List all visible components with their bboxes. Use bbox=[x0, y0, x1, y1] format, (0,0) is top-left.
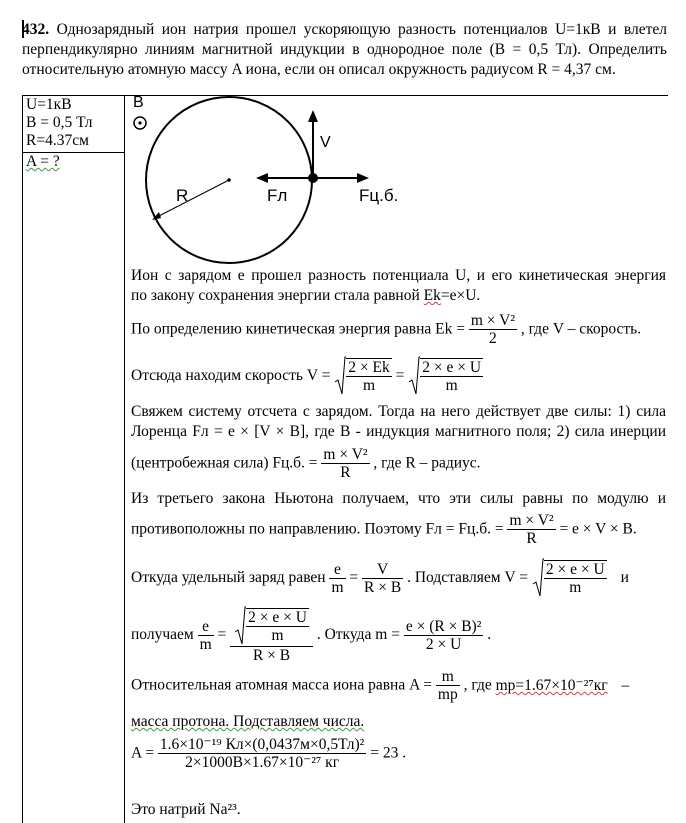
given-radius: R=4.37см bbox=[26, 132, 89, 149]
sqrt-substitute: $\frac{2 \times e \times U}{m}$ bbox=[532, 558, 607, 598]
given-list bbox=[26, 96, 93, 150]
lorentz-label: Fл bbox=[267, 186, 288, 205]
radius-line bbox=[155, 180, 229, 218]
solution-conclusion: Это натрий Na²³. bbox=[131, 801, 241, 818]
solution-p10: масса протона. Подставляем числа. bbox=[131, 713, 365, 730]
solution-p3: Отсюда находим скорость V = $\frac{2 \times Ek}{m}$ = $\frac{2 \times e \times U}{m}$ bbox=[131, 356, 483, 396]
given-voltage: U=1кВ bbox=[26, 96, 72, 113]
fraction-specific-charge: $\frac{e}{m}$ bbox=[331, 560, 344, 596]
given-find: A = ? bbox=[26, 153, 60, 170]
fraction-centrifugal: $\frac{\text{m × V²}}{R}$ bbox=[323, 446, 368, 481]
sqrt-speed-2: $\frac{2 \times e \times U}{m}$ bbox=[408, 356, 483, 396]
given-induction: B = 0,5 Тл bbox=[26, 114, 93, 131]
solution-p8: получаем $\frac{e}{m}$ = $\frac{\frac{2 \times e \times U}{m}}{R \times B}$ . Откуда m = $\frac{\text{e × (R × B)²}}{2 \times U}$ . bbox=[131, 606, 491, 664]
solution-p2: По определению кинетическая энергия равна Ek = $\frac{\text{m × V²}}{2}$ , где V – скорость. bbox=[131, 312, 642, 347]
radius-label: R bbox=[176, 186, 189, 205]
centrifugal-label: Fц.б. bbox=[359, 186, 399, 205]
lorentz-arrowhead bbox=[256, 173, 268, 183]
fraction-nested-sqrt: $\frac{\frac{2 \times e \times U}{m}}{R \times B}$ bbox=[230, 606, 313, 664]
solution-p7: Откуда удельный заряд равен $\frac{e}{m}$ = $\frac{V}{R \times B}$ . Подставляем V = $\frac{2 \times e \times U}{m}$ и bbox=[131, 558, 629, 598]
field-label: B bbox=[133, 94, 144, 111]
velocity-label: V bbox=[320, 134, 331, 151]
figure-diagram bbox=[126, 96, 426, 266]
fraction-final: $\frac{\text{1.6×10⁻¹⁹ Кл×(0,0437м×0,5Тл)²}}{\text{2×1000В×1.67×10⁻²⁷ кг}}$ bbox=[159, 736, 365, 771]
fraction-e-over-m: $\frac{e}{m}$ bbox=[199, 617, 212, 653]
fraction-mass: $\frac{\text{e × (R × B)²}}{2 \times U}$ bbox=[405, 617, 482, 653]
centrifugal-arrowhead bbox=[357, 173, 369, 183]
solution-p11: A = $\frac{\text{1.6×10⁻¹⁹ Кл×(0,0437м×0,5Тл)²}}{\text{2×1000В×1.67×10⁻²⁷ кг}}$ = 23 . bbox=[131, 736, 407, 771]
fraction-v-over-rb: $\frac{V}{R \times B}$ bbox=[364, 560, 402, 596]
problem-text: Однозарядный ион натрия прошел ускоряющую разность потенциалов U=1кВ и влетел перпендикулярно линиям магнитной индукции в однородное поле (B = 0,5 Тл). Определить относительную атомную массу A иона, если он описал окружность радиусом R = 4,37 см. bbox=[22, 21, 667, 78]
table-left-border bbox=[22, 95, 23, 823]
problem-number: 432. bbox=[22, 21, 50, 38]
solution-p9: Относительная атомная масса иона равна A = $\frac{m}{mp}$ , где mp=1.67×10⁻²⁷кг – bbox=[131, 668, 630, 703]
solution-p4-cont: Лоренца Fл = e × [V × B], где B - индукция магнитного поля; 2) сила инерции bbox=[131, 423, 666, 440]
solution-p6: Из третьего закона Ньютона получаем, что эти силы равны по модулю и bbox=[131, 490, 666, 507]
solution-p1: Ион с зарядом e прошел разность потенциала U, и его кинетическая энергия bbox=[131, 267, 666, 284]
solution-p6-cont: противоположны по направлению. Поэтому Fл = Fц.б. = $\frac{\text{m × V²}}{R}$ = e × V × B. bbox=[131, 512, 637, 547]
fraction-force: $\frac{\text{m × V²}}{R}$ bbox=[509, 512, 554, 547]
fraction-relative-mass: $\frac{m}{mp}$ bbox=[437, 668, 458, 703]
solution-p1-cont: по закону сохранения энергии стала равной Ek=e×U. bbox=[131, 287, 481, 304]
sqrt-speed-1: $\frac{2 \times Ek}{m}$ bbox=[334, 356, 391, 396]
problem-statement bbox=[22, 20, 667, 80]
fraction-kinetic-energy: $\frac{\text{m × V²}}{2}$ bbox=[470, 312, 515, 347]
solution-p4: Свяжем систему отсчета с зарядом. Тогда на него действует две силы: 1) сила bbox=[131, 403, 666, 420]
velocity-arrowhead bbox=[308, 110, 318, 122]
table-divider bbox=[124, 95, 125, 823]
solution-p5: (центробежная сила) Fц.б. = $\frac{\text{m × V²}}{R}$ , где R – радиус. bbox=[131, 446, 481, 481]
